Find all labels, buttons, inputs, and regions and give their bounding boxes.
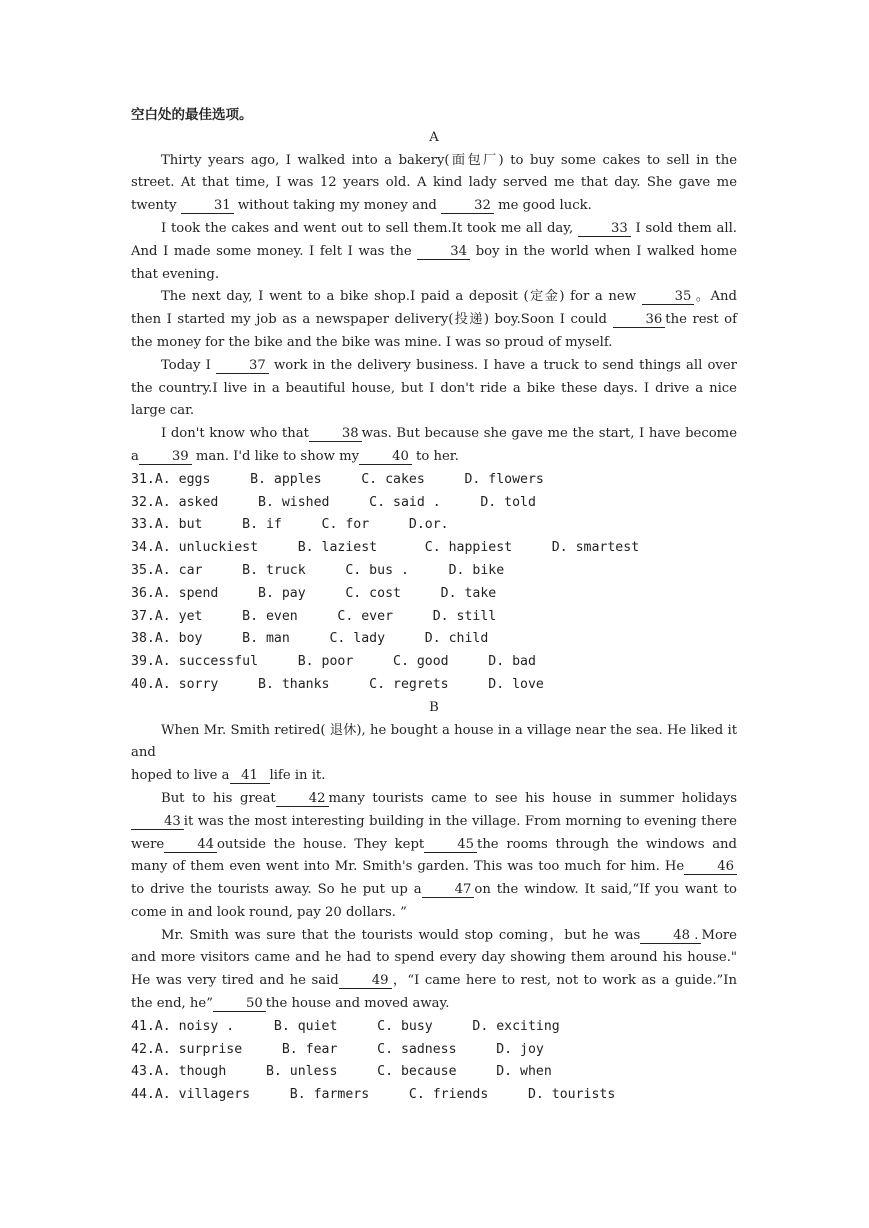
option-row: 42.A. surprise B. fear C. sadness D. joy: [131, 1041, 544, 1057]
paragraph-text: it was the most interesting building in the village. From morning to evening there were: [131, 813, 737, 852]
option-row: 32.A. asked B. wished C. said . D. told: [131, 494, 536, 510]
paragraph-text: More and more visitors came and he had to spend every day showing them around his house." He was very tired and he said: [131, 927, 737, 989]
paragraph-text: the rest of the money for the bike and the bike was mine. I was so proud of myself.: [131, 312, 737, 350]
paragraph-text: without taking my money and: [237, 198, 437, 214]
paragraph-text: boy in the world when I walked home that evening.: [131, 243, 737, 282]
section-a-options: [131, 469, 737, 697]
option-row: 37.A. yet B. even C. ever D. still: [131, 608, 497, 624]
option-row: 40.A. sorry B. thanks C. regrets D. love: [131, 676, 544, 692]
paragraph-text: hoped to live a: [131, 768, 230, 784]
blank-34: 34: [417, 244, 470, 260]
blank-37: 37: [216, 358, 269, 374]
blank-36: 36: [613, 312, 666, 328]
section-a-paragraph-2: [131, 218, 737, 286]
option-row: 35.A. car B. truck C. bus . D. bike: [131, 562, 505, 578]
blank-32: 32: [441, 198, 494, 214]
paragraph-text: many tourists came to see his house in summer holidays: [328, 790, 737, 806]
document-page: [131, 104, 737, 1107]
option-row: 36.A. spend B. pay C. cost D. take: [131, 585, 497, 601]
blank-39: 39: [139, 449, 192, 465]
paragraph-text: The next day, I went to a bike shop.I paid a deposit (定金) for a new: [161, 289, 636, 305]
blank-45: 45: [424, 837, 477, 853]
section-b-paragraph-3: [131, 925, 737, 1016]
blank-43: 43: [131, 814, 184, 830]
option-row: 33.A. but B. if C. for D.or.: [131, 517, 449, 533]
blank-31: 31: [181, 198, 234, 214]
blank-49: 49: [339, 973, 392, 989]
blank-48: 48 .: [640, 928, 701, 944]
paragraph-text: to drive the tourists away. So he put up a: [131, 882, 422, 898]
paragraph-text: I took the cakes and went out to sell them.It took me all day,: [161, 220, 574, 236]
option-row: 39.A. successful B. poor C. good D. bad: [131, 654, 536, 670]
section-b-paragraph-1a: When Mr. Smith retired( 退休), he bought a house in a village near the sea. He liked it and: [131, 722, 737, 761]
paragraph-text: was. But because she gave me the start, I have become a: [131, 426, 737, 464]
option-row: 43.A. though B. unless C. because D. when: [131, 1064, 552, 1080]
blank-42: 42: [276, 791, 329, 807]
paragraph-text: Thirty years ago, I walked into a bakery(面包厂) to buy some cakes to sell in the street. At that time, I was 12 years old. A kind lady served me that day. She gave me twenty: [131, 152, 737, 214]
option-row: 38.A. boy B. man C. lady D. child: [131, 631, 489, 647]
blank-35: 35: [642, 289, 695, 305]
paragraph-text: to her.: [416, 448, 459, 464]
blank-46: 46: [684, 859, 737, 875]
paragraph-text: outside the house. They kept: [216, 836, 425, 852]
blank-33: 33: [578, 221, 631, 237]
instruction-heading: 空白处的最佳选项。: [131, 107, 253, 123]
blank-40: 40: [359, 449, 412, 465]
paragraph-text: work in the delivery business. I have a truck to send things all over the country.I live in a beautiful house, but I don't ride a bike these days. I drive a nice large car.: [131, 357, 737, 419]
paragraph-text: ，“I came here to rest, not to work as a guide.”In the end, he”: [131, 973, 737, 1012]
paragraph-text: I don't know who that: [161, 426, 309, 442]
paragraph-text: Mr. Smith was sure that the tourists would stop coming，but he was: [161, 927, 641, 943]
blank-50: 50: [213, 996, 266, 1012]
paragraph-text: the rooms through the windows and many of them even went into Mr. Smith's garden. This was too much for him. He: [131, 836, 737, 875]
section-b-paragraph-2: [131, 788, 737, 925]
paragraph-text: 。And then I started my job as a newspaper delivery(投递) boy.Soon I could: [131, 289, 737, 328]
blank-38: 38: [309, 426, 362, 442]
section-a-label: A: [429, 129, 439, 145]
paragraph-text: man. I'd like to show my: [195, 448, 360, 464]
option-row: 31.A. eggs B. apples C. cakes D. flowers: [131, 471, 544, 487]
option-row: 44.A. villagers B. farmers C. friends D. tourists: [131, 1087, 616, 1103]
paragraph-text: But to his great: [161, 790, 276, 806]
section-a-paragraph-5: [131, 423, 737, 469]
section-b-label: B: [429, 699, 439, 715]
blank-41: 41: [230, 768, 270, 784]
paragraph-text: life in it.: [269, 768, 326, 784]
option-row: 34.A. unluckiest B. laziest C. happiest D. smartest: [131, 540, 640, 556]
section-a-paragraph-4: [131, 355, 737, 423]
blank-47: 47: [422, 882, 475, 898]
section-b-paragraph-1b: [131, 765, 737, 788]
paragraph-text: me good luck.: [498, 198, 592, 214]
section-b-options: [131, 1016, 737, 1107]
section-a-paragraph-3: [131, 286, 737, 354]
option-row: 41.A. noisy . B. quiet C. busy D. exciting: [131, 1018, 560, 1034]
blank-44: 44: [164, 837, 217, 853]
paragraph-text: I sold them all. And I made some money. I felt I was the: [131, 220, 737, 259]
paragraph-text: the house and moved away.: [265, 996, 450, 1012]
paragraph-text: Today I: [161, 357, 211, 373]
section-a-paragraph-1: [131, 150, 737, 218]
paragraph-text: on the window. It said,“If you want to come in and look round, pay 20 dollars. ”: [131, 882, 737, 920]
